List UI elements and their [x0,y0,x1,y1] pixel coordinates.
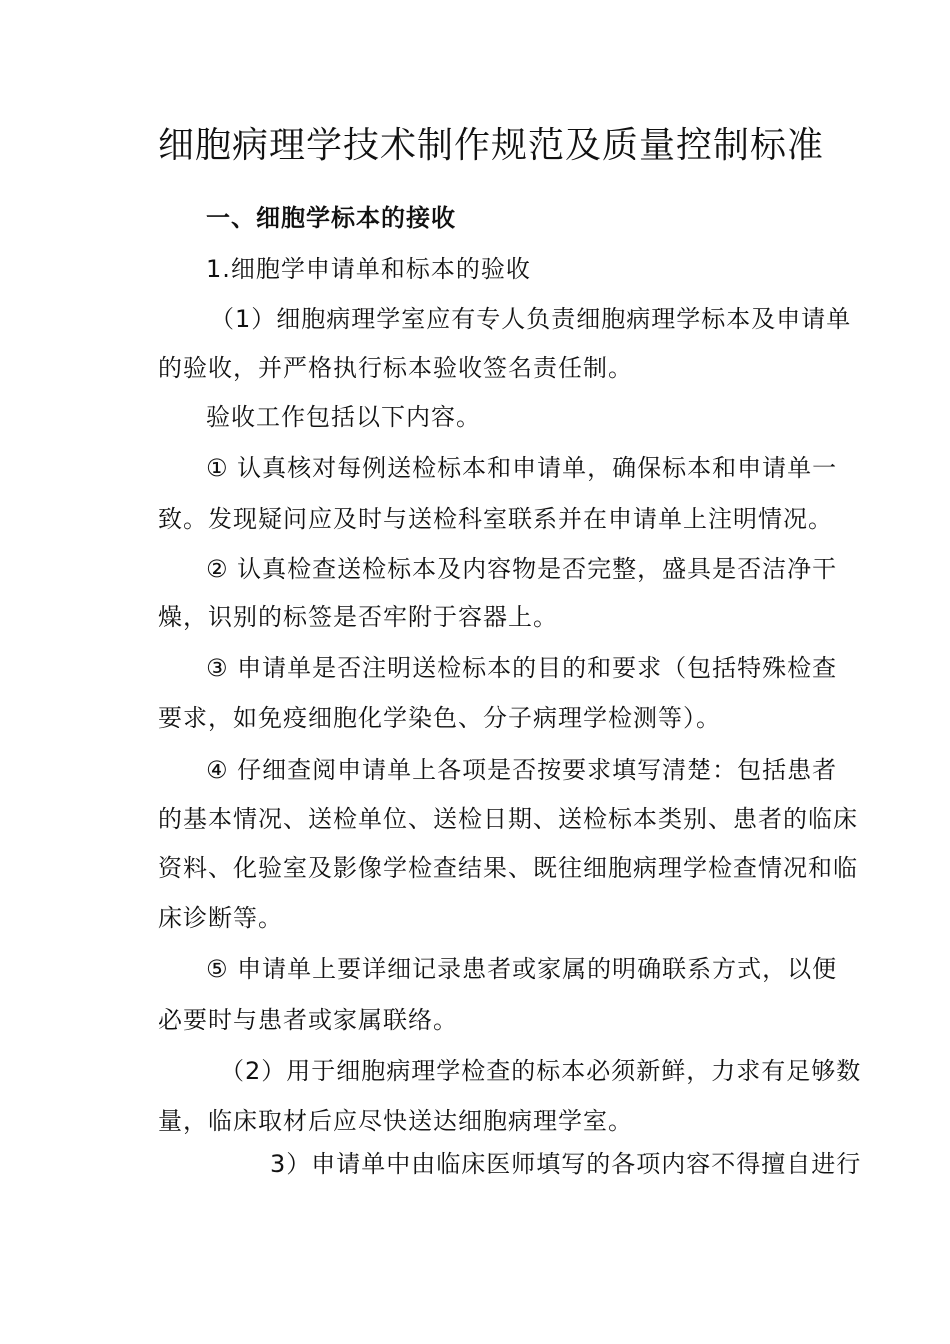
subsection-heading: 1.细胞学申请单和标本的验收 [206,255,531,283]
paragraph-line: ② 认真检查送检标本及内容物是否完整，盛具是否洁净干 [206,555,838,583]
section-heading: 一、细胞学标本的接收 [206,204,456,232]
paragraph-line: 致。发现疑问应及时与送检科室联系并在申请单上注明情况。 [158,505,833,533]
document-title: 细胞病理学技术制作规范及质量控制标准 [158,125,825,166]
paragraph-line: 资料、化验室及影像学检查结果、既往细胞病理学检查情况和临 [158,854,858,882]
paragraph-line: （1）细胞病理学室应有专人负责细胞病理学标本及申请单 [210,305,852,333]
paragraph-line: ③ 申请单是否注明送检标本的目的和要求（包括特殊检查 [206,654,838,682]
paragraph-line: 量，临床取材后应尽快送达细胞病理学室。 [158,1107,633,1135]
paragraph-line: 验收工作包括以下内容。 [206,403,481,431]
paragraph-line: 的验收，并严格执行标本验收签名责任制。 [158,354,633,382]
paragraph-line: 要求，如免疫细胞化学染色、分子病理学检测等）。 [158,704,721,732]
paragraph-line: ① 认真核对每例送检标本和申请单，确保标本和申请单一 [206,454,838,482]
paragraph-line: 燥，识别的标签是否牢附于容器上。 [158,603,558,631]
paragraph-line: 的基本情况、送检单位、送检日期、送检标本类别、患者的临床 [158,805,858,833]
paragraph-line: ④ 仔细查阅申请单上各项是否按要求填写清楚：包括患者 [206,756,838,784]
paragraph-line: 床诊断等。 [158,904,283,932]
paragraph-line: 3）申请单中由临床医师填写的各项内容不得擅自进行 [270,1150,862,1178]
paragraph-line: （2）用于细胞病理学检查的标本必须新鲜，力求有足够数 [220,1057,862,1085]
paragraph-line: 必要时与患者或家属联络。 [158,1006,458,1034]
paragraph-line: ⑤ 申请单上要详细记录患者或家属的明确联系方式，以便 [206,955,838,983]
